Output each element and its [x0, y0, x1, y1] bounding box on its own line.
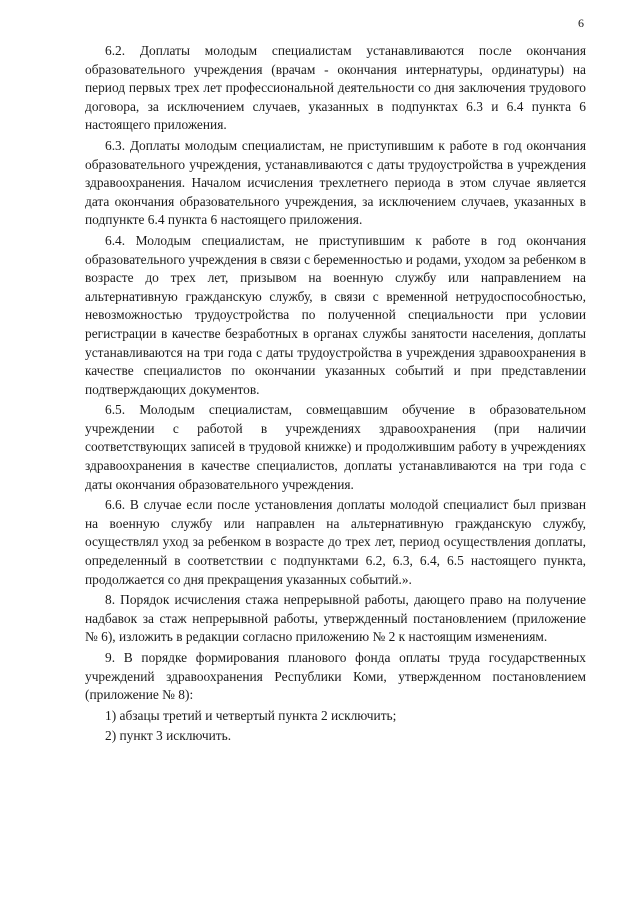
paragraph-9-item-1: 1) абзацы третий и четвертый пункта 2 исключить;	[105, 707, 397, 723]
paragraph-6-6: 6.6. В случае если после установления доплаты молодой специалист был призван на военную службу или направлен на альтернативную гражданскую службу, осуществлял уход за ребенком в возрасте до трех лет, период осуществления доплаты, определенный в соответствии с подпунктами 6.2, 6.3, 6.4, 6.5 настоящего пункта, продолжается со дня прекращения указанных событий.».	[85, 497, 586, 587]
paragraph-6-2: 6.2. Доплаты молодым специалистам устанавливаются после окончания образовательного учреждения (врачам - окончания интернатуры, ординатуры) на период первых трех лет профессиональной деятельности со дня заключения трудового договора, за исключением случаев, указанных в подпунктах 6.3 и 6.4 пункта 6 настоящего приложения.	[85, 43, 586, 133]
paragraph-6-3: 6.3. Доплаты молодым специалистам, не приступившим к работе в год окончания образовательного учреждения, устанавливаются с даты трудоустройства в учреждения здравоохранения. Началом исчисления трехлетнего периода в этом случае является дата окончания образовательного учреждения, за исключением случаев, указанных в подпункте 6.4 пункта 6 настоящего приложения.	[85, 137, 586, 228]
page-number: 6	[578, 16, 584, 30]
paragraph-9: 9. В порядке формирования планового фонда оплаты труда государственных учреждений здравоохранения Республики Коми, утвержденном постановлением (приложение № 8):	[85, 650, 586, 703]
paragraph-6-5: 6.5. Молодым специалистам, совмещавшим обучение в образовательном учреждении с работой в учреждениях здравоохранения (при наличии соответствующих записей в трудовой книжке) и продолжившим работу в учреждениях здравоохранения в качестве специалистов, доплаты устанавливаются на три года с даты окончания образовательного учреждения.	[85, 402, 586, 492]
paragraph-9-item-2: 2) пункт 3 исключить.	[105, 728, 232, 744]
paragraph-8: 8. Порядок исчисления стажа непрерывной работы, дающего право на получение надбавок за стаж непрерывной работы, утвержденный постановлением (приложение № 6), изложить в редакции согласно приложению № 2 к настоящим изменениям.	[85, 592, 586, 645]
document-body	[85, 42, 586, 748]
paragraph-6-4: 6.4. Молодым специалистам, не приступившим к работе в год окончания образовательного учреждения в связи с беременностью и родами, уходом за ребенком в возрасте до трех лет, призывом на военную службу или направлением на альтернативную гражданскую службу, в связи с временной нетрудоспособностью, невозможностью трудоустройства по полученной специальности при условии регистрации в качестве безработных в органах службы занятости населения, доплаты устанавливаются на три года с даты трудоустройства в учреждения здравоохранения в качестве специалистов по окончании указанных событий и при представлении подтверждающих документов.	[85, 232, 586, 397]
